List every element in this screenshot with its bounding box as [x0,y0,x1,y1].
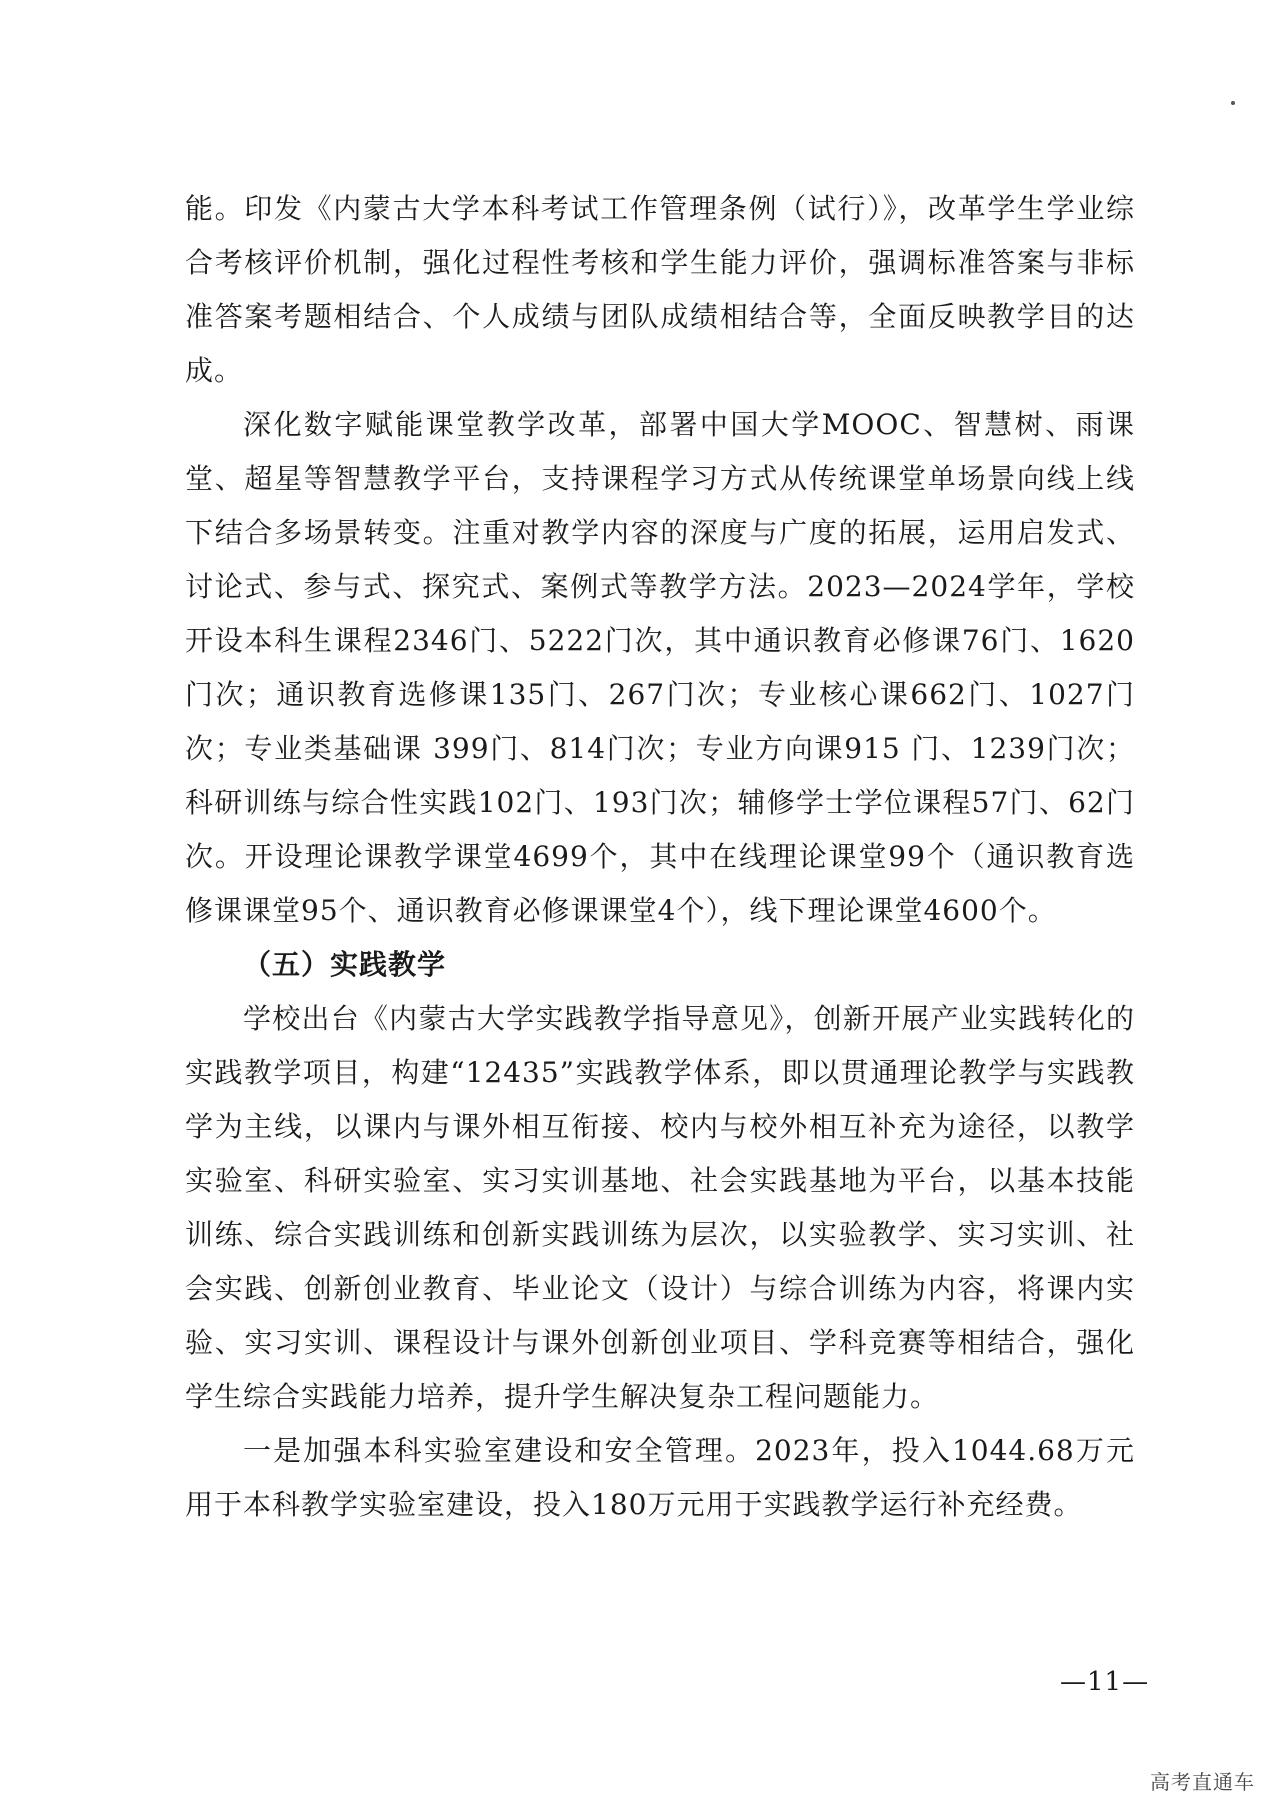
paragraph-digital-teaching: 深化数字赋能课堂教学改革，部署中国大学MOOC、智慧树、雨课堂、超星等智慧教学平台，支持课程学习方式从传统课堂单场景向线上线下结合多场景转变。注重对教学内容的深度与广度的拓展，运用启发式、讨论式、参与式、探究式、案例式等教学方法。2023—2024学年，学校开设本科生课程2346门、5222门次，其中通识教育必修课76门、1620门次；通识教育选修课135门、267门次；专业核心课662门、1027门次；专业类基础课 399门、814门次；专业方向课915 门、1239门次；科研训练与综合性实践102门、193门次；辅修学士学位课程57门、62门次。开设理论课教学课堂4699个，其中在线理论课堂99个（通识教育选修课课堂95个、通识教育必修课课堂4个），线下理论课堂4600个。 [185,408,1135,927]
scan-mark [1231,101,1235,105]
document-body [185,182,1135,1532]
section-heading-practice-teaching: （五）实践教学 [243,948,447,981]
paragraph-exam-reform: 能。印发《内蒙古大学本科考试工作管理条例（试行）》，改革学生学业综合考核评价机制，强化过程性考核和学生能力评价，强调标准答案与非标准答案考题相结合、个人成绩与团队成绩相结合等，全面反映教学目的达成。 [185,192,1135,387]
paragraph-lab-construction: 一是加强本科实验室建设和安全管理。2023年，投入1044.68万元用于本科教学实验室建设，投入180万元用于实践教学运行补充经费。 [185,1434,1135,1521]
watermark-text: 高考直通车 [1150,1770,1255,1794]
paragraph-practice-system: 学校出台《内蒙古大学实践教学指导意见》，创新开展产业实践转化的实践教学项目，构建“12435”实践教学体系，即以贯通理论教学与实践教学为主线，以课内与课外相互衔接、校内与校外相互补充为途径，以教学实验室、科研实验室、实习实训基地、社会实践基地为平台，以基本技能训练、综合实践训练和创新实践训练为层次，以实验教学、实习实训、社会实践、创新创业教育、毕业论文（设计）与综合训练为内容，将课内实验、实习实训、课程设计与课外创新创业项目、学科竞赛等相结合，强化学生综合实践能力培养，提升学生解决复杂工程问题能力。 [185,1002,1135,1413]
page-number: —11— [1060,1667,1150,1697]
